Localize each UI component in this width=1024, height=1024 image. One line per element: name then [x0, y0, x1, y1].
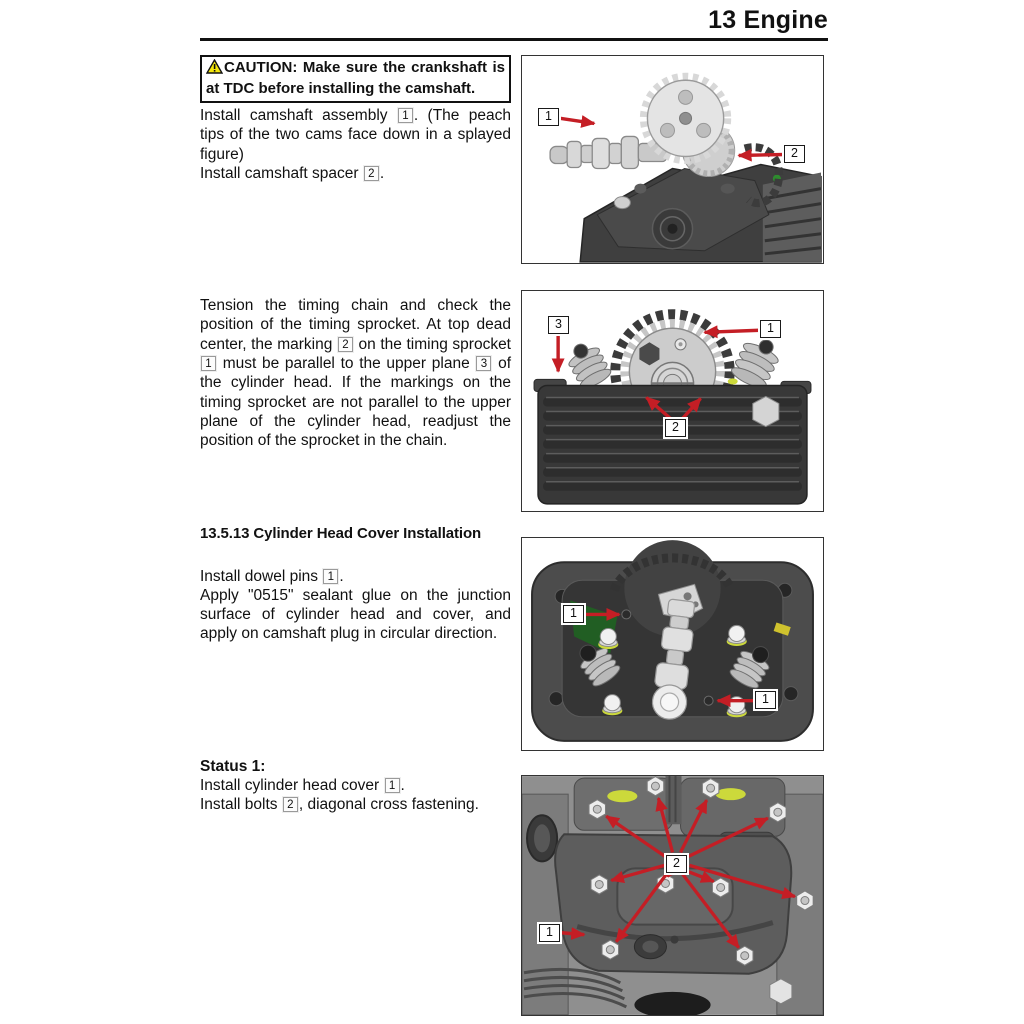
callout-2: 2: [666, 855, 687, 873]
callout-ref: 1: [323, 569, 338, 584]
cylinder-head-top-illustration: [522, 538, 823, 750]
camshaft-assembly-installation-figure: [521, 55, 824, 264]
callout-1: 1: [539, 924, 560, 942]
head-cover-illustration: [522, 776, 823, 1015]
warning-triangle-icon: [206, 59, 223, 79]
camshaft-assembly-illustration: [522, 56, 823, 263]
header-rule: [200, 38, 828, 41]
status1-p2: Install bolts 2 , diagonal cross fastening.: [200, 796, 479, 814]
timing-sprocket-alignment-figure: [521, 290, 824, 512]
callout-2: 2: [665, 419, 686, 437]
head-cover-p1: Install dowel pins 1 .: [200, 567, 344, 585]
callout-2: 2: [784, 145, 805, 163]
callout-1: 1: [760, 320, 781, 338]
page-title: 13 Engine: [708, 6, 828, 34]
head-cover-bolt-pattern-figure: [521, 775, 824, 1016]
head-cover-p2: Apply "0515" sealant glue on the junction surface of cylinder head and cover, and apply on camshaft plug in circular direction.: [200, 586, 511, 643]
callout-ref: 1: [398, 108, 413, 123]
text-column: [200, 55, 511, 815]
camshaft-install-p1: Install camshaft assembly 1 . (The peach tips of the two cams face down in a splayed figure): [200, 107, 511, 163]
status1-p1: Install cylinder head cover 1 .: [200, 777, 405, 795]
callout-ref: 3: [476, 356, 491, 371]
caution-text: CAUTION: Make sure the crankshaft is at TDC before installing the camshaft.: [206, 59, 505, 97]
camshaft-install-p2: Install camshaft spacer 2 .: [200, 164, 385, 182]
section-heading-cylinder-head-cover: 13.5.13 Cylinder Head Cover Installation: [200, 524, 482, 542]
callout-1-left: 1: [563, 605, 584, 623]
callout-ref: 2: [364, 166, 379, 181]
timing-chain-paragraph: Tension the timing chain and check the position of the timing sprocket. At top dead center, the marking 2 on the timing sprocket 1 must be parallel to the upper plane 3 of the cylinder head. If the markings on the timing sprocket are not parallel to the upper plane of the cylinder head, readjust the position of the sprocket in the chain.: [200, 297, 512, 450]
callout-ref: 1: [201, 356, 216, 371]
callout-1-right: 1: [755, 691, 776, 709]
dowel-pin-location-figure: [521, 537, 824, 751]
callout-ref: 1: [385, 778, 400, 793]
caution-box: [200, 55, 511, 103]
callout-ref: 2: [338, 337, 353, 352]
status1-heading: Status 1:: [200, 757, 266, 775]
callout-ref: 2: [283, 797, 298, 812]
callout-1: 1: [538, 108, 559, 126]
callout-3: 3: [548, 316, 569, 334]
